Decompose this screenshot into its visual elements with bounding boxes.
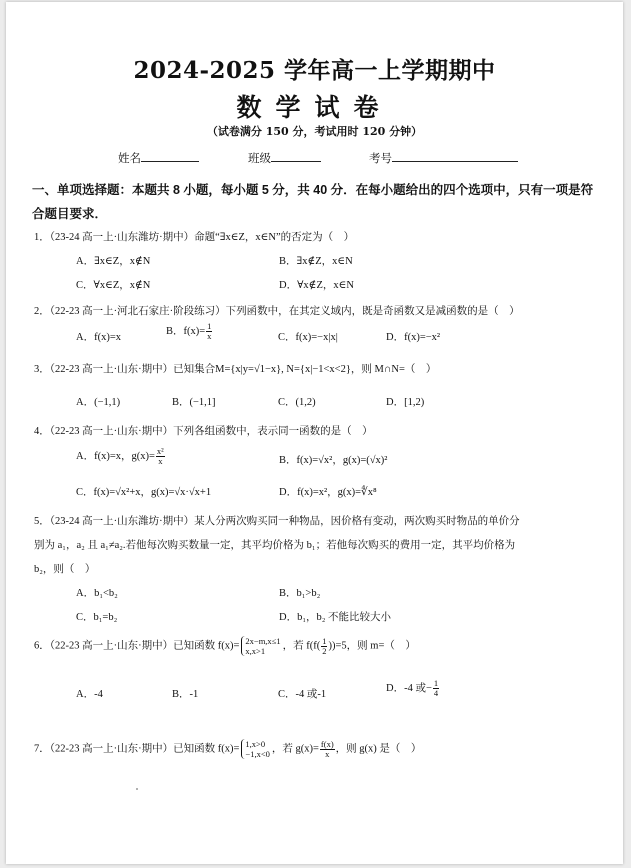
exam-title: 2024-2025 学年高一上学期期中 [133, 57, 496, 84]
q2-option-d[interactable]: D．f(x)=−x² [386, 332, 441, 343]
name-label: 姓名 [118, 151, 141, 165]
q5-option-b[interactable]: B．b₁>b₂ [279, 588, 321, 599]
q1-option-b[interactable]: B．∃x∉Z，x∈N [279, 256, 353, 267]
class-blank[interactable] [271, 150, 321, 162]
q6-option-d-text: D．-4 或− [386, 682, 432, 694]
q4-option-b[interactable]: B．f(x)=√x²，g(x)=(√x)² [279, 455, 388, 466]
q1-option-d[interactable]: D．∀x∉Z，x∈N [279, 280, 354, 291]
q4-option-d[interactable]: D．f(x)=x²，g(x)=∜x⁸ [279, 487, 377, 498]
q7-fraction: $\frac{f(x)}{x}$ [320, 738, 334, 759]
set-n: N={x|−1<x<2} [286, 364, 351, 375]
name-field [118, 150, 199, 166]
question-5-line-3: b₂，则（ ） [34, 564, 96, 575]
name-blank[interactable] [141, 150, 199, 162]
exam-no-blank[interactable] [392, 150, 518, 162]
stray-mark [136, 788, 138, 790]
q5-option-c[interactable]: C．b₁=b₂ [76, 612, 118, 623]
q6-option-d[interactable] [386, 679, 440, 698]
question-4: 4．（22-23 高一上·山东·期中）下列各组函数中，表示同一函数的是（ ） [34, 426, 373, 437]
question-5-line-2: 别为 a₁，a₂ 且 a₁≠a₂.若他每次购买数量一定，其平均价格为 b₁；若他每次购买的费用一定，其平均价格为 [34, 540, 516, 551]
section-heading: 一、单项选择题：本题共 8 小题，每小题 5 分，共 40 分．在每小题给出的四个选项中，只有一项是符合题目要求． [32, 183, 594, 221]
exam-no-field [369, 150, 518, 166]
question-7: 7．（22-23 高一上·山东·期中）已知函数 f(x)= 1,x>0 −1,x<0 ，若 g(x)= $\frac{f(x)}{x}$ ，则 g(x) 是（ ） [34, 738, 422, 759]
question-2: 2．（22-23 高一上·河北石家庄·阶段练习）下列函数中，在其定义域内，既是奇函数又是减函数的是（ ） [34, 306, 520, 317]
q5-option-d[interactable]: D．b₁，b₂ 不能比较大小 [279, 612, 392, 623]
exam-subtitle: 数学试卷 [236, 93, 393, 122]
q3-option-b[interactable]: B．(−1,1] [172, 397, 216, 408]
exam-note: （试卷满分 150 分，考试用时 120 分钟） [206, 125, 423, 138]
q4-option-c[interactable]: C．f(x)=√x²+x，g(x)=√x·√x+1 [76, 487, 212, 498]
q4-option-a-fraction: $\frac{\text{x²}}{x}$ [156, 446, 164, 466]
q1-option-a[interactable]: A．∃x∈Z，x∉N [76, 256, 151, 267]
question-6: 6．（22-23 高一上·山东·期中）已知函数 f(x)= 2x−m,x≤1 x,x>1 ，若 f(f( $\frac{1}{2}$ ))=5，则 m=（ ） [34, 635, 416, 656]
class-label: 班级 [248, 151, 271, 165]
q6-option-b[interactable]: B．-1 [172, 689, 199, 700]
question-1: 1．（23-24 高一上·山东潍坊·期中）命题“∃x∈Z，x∈N”的否定为（ ） [34, 232, 355, 243]
q6-fraction: $\frac{1}{2}$ [322, 635, 327, 656]
question-3: 3．（22-23 高一上·山东·期中）已知集合M={x|y=√1−x}, N={x|−1<x<2}，则 M∩N=（ ） [34, 364, 437, 375]
q6-option-d-fraction: $\frac{1}{4}$ [433, 678, 439, 698]
piecewise-brace-q7: 1,x>0 −1,x<0 [241, 739, 269, 759]
question-5-line-1: 5．（23-24 高一上·山东潍坊·期中）某人分两次购买同一种物品，因价格有变动，两次购买时物品的单价分 [34, 516, 520, 527]
q2-option-b[interactable] [166, 322, 213, 341]
q3-option-c[interactable]: C．(1,2) [278, 397, 316, 408]
q2-option-b-fraction: $\frac{1}{x}$ [207, 321, 212, 341]
q2-option-a[interactable]: A．f(x)=x [76, 332, 121, 343]
q1-option-c[interactable]: C．∀x∈Z，x∉N [76, 280, 151, 291]
exam-no-label: 考号 [369, 151, 392, 165]
q4-option-a-text: A．f(x)=x，g(x)= [76, 450, 155, 462]
q5-option-a[interactable]: A．b₁<b₂ [76, 588, 118, 599]
q3-option-d[interactable]: D．[1,2) [386, 397, 425, 408]
exam-page [6, 2, 623, 864]
q3-option-a[interactable]: A．(−1,1) [76, 397, 121, 408]
q6-option-c[interactable]: C．-4 或-1 [278, 689, 327, 700]
class-field [248, 150, 321, 166]
q2-option-c[interactable]: C．f(x)=−x|x| [278, 332, 338, 343]
q4-option-a[interactable] [76, 447, 166, 466]
q2-option-b-text: B．f(x)= [166, 325, 206, 337]
q6-option-a[interactable]: A．-4 [76, 689, 103, 700]
set-m: M={x|y=√1−x} [215, 364, 282, 375]
piecewise-brace-q6: 2x−m,x≤1 x,x>1 [241, 636, 280, 656]
